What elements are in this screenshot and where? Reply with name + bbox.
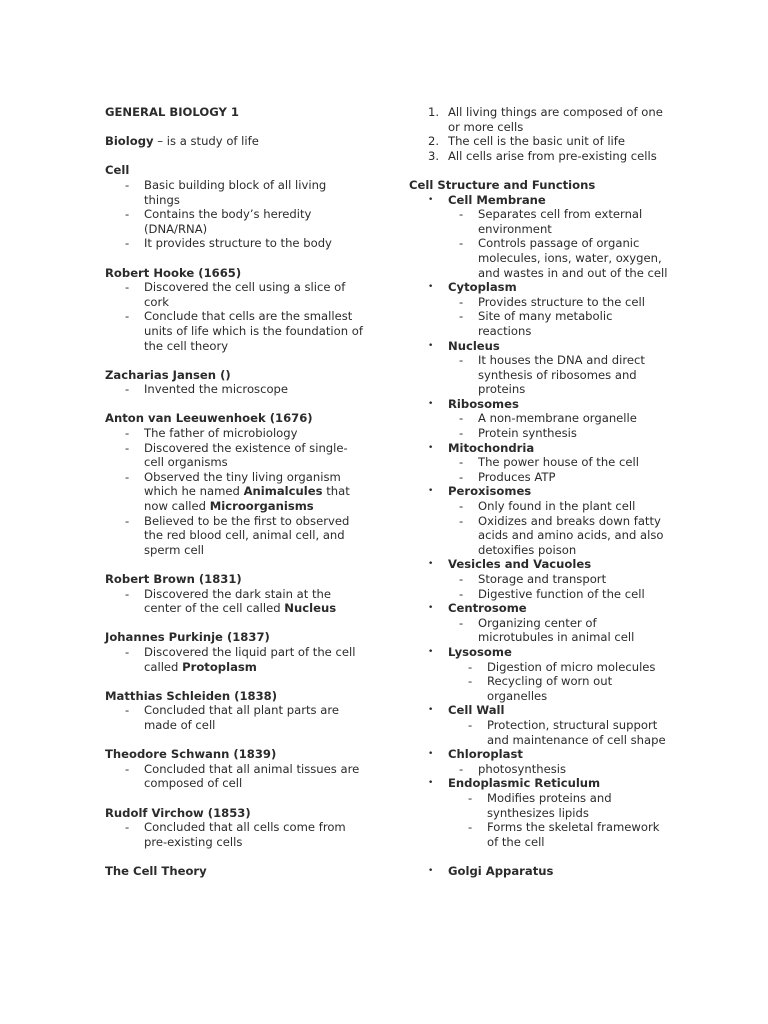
function-line: - Oxidizes and breaks down fatty bbox=[478, 513, 661, 528]
bullet-item bbox=[105, 309, 390, 353]
bullet-line: - Contains the body’s heredity bbox=[144, 207, 312, 222]
organelle-list bbox=[409, 193, 684, 850]
function-line: and wastes in and out of the cell bbox=[478, 265, 668, 280]
function-line: - Digestive function of the cell bbox=[478, 586, 645, 601]
section-heading: Zacharias Jansen () bbox=[105, 367, 231, 382]
function-line: - Forms the skeletal framework bbox=[487, 820, 660, 835]
section-2 bbox=[105, 368, 390, 397]
organelle-function bbox=[409, 820, 684, 849]
organelle-endoplasmic-reticulum: • Endoplasmic Reticulum bbox=[409, 776, 684, 791]
bullet-line: - Basic building block of all living bbox=[144, 177, 327, 192]
function-line: and maintenance of cell shape bbox=[487, 732, 666, 747]
bullet-line: called Protoplasm bbox=[144, 659, 257, 674]
function-line: synthesis of ribosomes and bbox=[478, 367, 637, 382]
bullet-item bbox=[105, 178, 390, 207]
bullet-line: - Concluded that all cells come from bbox=[144, 820, 346, 835]
function-line: - photosynthesis bbox=[478, 761, 567, 776]
cell-theory-number: 3. bbox=[428, 148, 440, 163]
function-line: molecules, ions, water, oxygen, bbox=[478, 250, 662, 265]
section-3 bbox=[105, 411, 390, 557]
function-line: detoxifies poison bbox=[478, 542, 577, 557]
bullet-item bbox=[105, 645, 390, 674]
left-sections bbox=[105, 163, 390, 849]
cell-theory-item bbox=[409, 105, 684, 134]
bullet-line: - The father of microbiology bbox=[144, 426, 298, 441]
bullet-item bbox=[105, 587, 390, 616]
organelle-vesicles-and-vacuoles: • Vesicles and Vacuoles bbox=[409, 557, 684, 572]
function-line: synthesizes lipids bbox=[487, 805, 589, 820]
section-heading: Rudolf Virchow (1853) bbox=[105, 805, 251, 820]
left-column bbox=[105, 105, 390, 878]
bullet-line: - It provides structure to the body bbox=[144, 236, 332, 251]
bullet-item bbox=[105, 207, 390, 236]
bullet-line: - Invented the microscope bbox=[144, 382, 289, 397]
section-4 bbox=[105, 572, 390, 616]
section-heading: Robert Brown (1831) bbox=[105, 572, 242, 586]
bullet-line: - Concluded that all animal tissues are bbox=[144, 761, 360, 776]
bullet-item bbox=[105, 280, 390, 309]
bullet-line: now called Microorganisms bbox=[144, 499, 314, 514]
organelle-lysosome: • Lysosome bbox=[409, 645, 684, 660]
section-1 bbox=[105, 266, 390, 354]
organelle-function bbox=[409, 572, 684, 587]
bullet-line: the red blood cell, animal cell, and bbox=[144, 528, 345, 543]
function-line: - It houses the DNA and direct bbox=[478, 353, 645, 368]
biology-term: Biology bbox=[105, 134, 154, 149]
function-line: - Controls passage of organic bbox=[478, 236, 640, 251]
bullet-line: - Discovered the existence of single- bbox=[144, 440, 348, 455]
cell-theory-line: All living things are composed of one bbox=[448, 105, 663, 119]
function-line: - Storage and transport bbox=[478, 572, 607, 586]
bullet-line: cell organisms bbox=[144, 455, 228, 470]
bullet-line: center of the cell called Nucleus bbox=[144, 601, 337, 616]
bullet-line: which he named Animalcules that bbox=[144, 484, 350, 499]
organelle-function bbox=[409, 309, 684, 338]
organelle-peroxisomes: • Peroxisomes bbox=[409, 484, 684, 499]
function-line: reactions bbox=[478, 323, 532, 338]
document-title: GENERAL BIOLOGY 1 bbox=[105, 105, 239, 119]
function-line: acids and amino acids, and also bbox=[478, 528, 664, 543]
function-line: - Protection, structural support bbox=[487, 717, 658, 732]
bullet-line: pre-existing cells bbox=[144, 834, 243, 849]
bullet-line: - Observed the tiny living organism bbox=[144, 469, 341, 484]
bullet-line: - Discovered the dark stain at the bbox=[144, 586, 331, 601]
bullet-line: made of cell bbox=[144, 717, 216, 732]
bullet-line: the cell theory bbox=[144, 338, 229, 353]
cell-theory-list bbox=[409, 105, 684, 163]
bullet-line: - Discovered the cell using a slice of bbox=[144, 280, 346, 295]
organelle-mitochondria: • Mitochondria bbox=[409, 441, 684, 456]
bullet-item bbox=[105, 703, 390, 732]
cell-theory-line: or more cells bbox=[448, 119, 524, 134]
section-heading: Anton van Leeuwenhoek (1676) bbox=[105, 411, 313, 426]
organelle-function bbox=[409, 762, 684, 777]
organelle-function bbox=[409, 616, 684, 645]
organelle-function bbox=[409, 411, 684, 426]
organelle-function bbox=[409, 455, 684, 470]
bullet-item bbox=[105, 426, 390, 441]
organelle-chloroplast: • Chloroplast bbox=[409, 747, 684, 762]
bullet-line: units of life which is the foundation of bbox=[144, 323, 363, 338]
cell-theory-number: 2. bbox=[428, 134, 440, 149]
bullet-line: composed of cell bbox=[144, 776, 243, 791]
organelle-function bbox=[409, 660, 684, 675]
bullet-item bbox=[105, 762, 390, 791]
organelle-function bbox=[409, 353, 684, 397]
cell-theory-heading: The Cell Theory bbox=[105, 863, 207, 878]
section-heading: Matthias Schleiden (1838) bbox=[105, 688, 278, 703]
biology-definition bbox=[105, 134, 390, 149]
function-line: - Recycling of worn out bbox=[487, 674, 613, 689]
organelle-function bbox=[409, 470, 684, 485]
bullet-line: - Conclude that cells are the smallest bbox=[144, 309, 353, 324]
organelle-ribosomes: • Ribosomes bbox=[409, 397, 684, 412]
organelle-golgi-apparatus: • Golgi Apparatus bbox=[409, 864, 684, 879]
bullet-line: cork bbox=[144, 294, 169, 309]
bullet-item bbox=[105, 382, 390, 397]
cell-theory-item bbox=[409, 149, 684, 164]
biology-definition-text: – is a study of life bbox=[153, 134, 259, 149]
bullet-item bbox=[105, 236, 390, 251]
organelle-function bbox=[409, 499, 684, 514]
organelle-function bbox=[409, 514, 684, 558]
organelle-cell-wall: • Cell Wall bbox=[409, 703, 684, 718]
function-line: - Provides structure to the cell bbox=[478, 294, 645, 309]
organelle-function bbox=[409, 207, 684, 236]
cell-theory-item bbox=[409, 134, 684, 149]
organelle-centrosome: • Centrosome bbox=[409, 601, 684, 616]
function-line: environment bbox=[478, 221, 552, 236]
bullet-line: - Discovered the liquid part of the cell bbox=[144, 644, 356, 659]
section-heading: Robert Hooke (1665) bbox=[105, 265, 242, 280]
bullet-item bbox=[105, 470, 390, 514]
function-line: - Site of many metabolic bbox=[478, 309, 613, 324]
organelle-function bbox=[409, 587, 684, 602]
bullet-line: things bbox=[144, 192, 180, 207]
function-line: - A non-membrane organelle bbox=[478, 411, 637, 426]
section-0 bbox=[105, 163, 390, 251]
function-line: - Only found in the plant cell bbox=[478, 499, 636, 514]
function-line: - Protein synthesis bbox=[478, 426, 577, 441]
organelle-function bbox=[409, 674, 684, 703]
structure-heading: Cell Structure and Functions bbox=[409, 177, 596, 192]
function-line: organelles bbox=[487, 688, 548, 703]
bullet-line: - Concluded that all plant parts are bbox=[144, 703, 339, 718]
organelle-function bbox=[409, 718, 684, 747]
cell-theory-line: All cells arise from pre-existing cells bbox=[448, 148, 657, 163]
right-column bbox=[409, 105, 684, 878]
function-line: - Organizing center of bbox=[478, 615, 597, 630]
organelle-function bbox=[409, 426, 684, 441]
organelle-cell-membrane: • Cell Membrane bbox=[409, 193, 684, 208]
bullet-line: sperm cell bbox=[144, 542, 205, 557]
cell-theory-line: The cell is the basic unit of life bbox=[448, 134, 625, 149]
section-8 bbox=[105, 806, 390, 850]
bullet-line: - Believed to be the first to observed bbox=[144, 513, 350, 528]
function-line: - Produces ATP bbox=[478, 469, 556, 484]
organelle-function bbox=[409, 791, 684, 820]
function-line: - Modifies proteins and bbox=[487, 790, 612, 805]
function-line: of the cell bbox=[487, 834, 545, 849]
bullet-item bbox=[105, 820, 390, 849]
section-heading: Theodore Schwann (1839) bbox=[105, 747, 277, 762]
organelle-cytoplasm: • Cytoplasm bbox=[409, 280, 684, 295]
organelle-function bbox=[409, 295, 684, 310]
bullet-line: (DNA/RNA) bbox=[144, 221, 208, 236]
section-7 bbox=[105, 747, 390, 791]
section-6 bbox=[105, 689, 390, 733]
organelle-function bbox=[409, 236, 684, 280]
bullet-item bbox=[105, 514, 390, 558]
function-line: - Separates cell from external bbox=[478, 207, 643, 222]
function-line: - The power house of the cell bbox=[478, 455, 639, 470]
section-heading: Johannes Purkinje (1837) bbox=[105, 630, 270, 645]
function-line: microtubules in animal cell bbox=[478, 630, 635, 645]
function-line: proteins bbox=[478, 382, 526, 397]
organelle-nucleus: • Nucleus bbox=[409, 339, 684, 354]
section-5 bbox=[105, 630, 390, 674]
function-line: - Digestion of micro molecules bbox=[487, 659, 656, 674]
section-heading: Cell bbox=[105, 163, 130, 178]
cell-theory-number: 1. bbox=[428, 105, 440, 119]
bullet-item bbox=[105, 441, 390, 470]
